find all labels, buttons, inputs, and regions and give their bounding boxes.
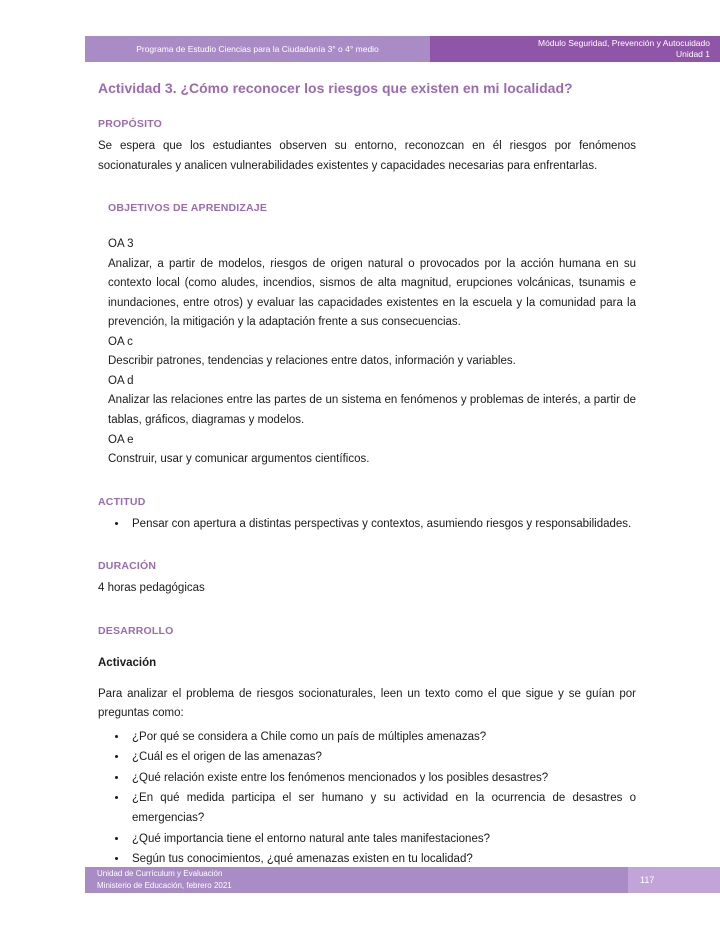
page-number-block (628, 867, 720, 893)
question-item: • ¿Qué importancia tiene el entorno natural ante tales manifestaciones? (128, 830, 636, 850)
section-desarrollo (98, 625, 636, 870)
duracion-value: 4 horas pedagógicas (98, 582, 205, 595)
actitud-heading: ACTITUD (98, 495, 146, 508)
desarrollo-intro: Para analizar el problema de riesgos socionaturales, leen un texto como el que sigue y se guían por preguntas como: (98, 687, 636, 720)
actitud-list (128, 515, 636, 535)
section-objetivos (98, 202, 636, 470)
oa-item (108, 431, 636, 470)
questions-list (128, 728, 636, 870)
header-program-label: Programa de Estudio Ciencias para la Ciudadanía 3° o 4° medio (85, 36, 430, 62)
question-item: • ¿Cuál es el origen de las amenazas? (128, 748, 636, 768)
footer-credits (85, 867, 628, 893)
oa-item (108, 235, 636, 333)
activity-title: Actividad 3. ¿Cómo reconocer los riesgos que existen en mi localidad? (98, 80, 573, 96)
footer-org-label: Unidad de Currículum y Evaluación (97, 869, 223, 879)
footer-bar (85, 867, 720, 893)
objetivos-heading: OBJETIVOS DE APRENDIZAJE (108, 202, 268, 215)
header-module-label: Módulo Seguridad, Prevención y Autocuidado (537, 37, 710, 48)
header-bar (85, 36, 720, 62)
oa-code: OA e (108, 433, 134, 446)
question-item: • Según tus conocimientos, ¿qué amenazas existen en tu localidad? (128, 850, 636, 870)
section-actitud (98, 496, 636, 535)
desarrollo-heading: DESARROLLO (98, 624, 174, 637)
proposito-heading: PROPÓSITO (98, 118, 163, 130)
footer-ministry-label: Ministerio de Educación, febrero 2021 (97, 881, 232, 890)
oa-code: OA 3 (108, 238, 134, 251)
section-proposito (98, 118, 636, 176)
proposito-paragraph: Se espera que los estudiantes observen su entorno, reconozcan en él riesgos por fenómenos socionaturales y analicen vulnerabilidades existentes y capacidades necesarias para enfrentarlas. (98, 140, 636, 172)
header-module-block (430, 36, 720, 62)
oa-text: Construir, usar y comunicar argumentos científicos. (108, 453, 370, 466)
oa-code: OA d (108, 374, 134, 387)
header-unit-label: Unidad 1 (675, 49, 710, 59)
oa-item (108, 333, 636, 372)
oa-code: OA c (108, 335, 133, 348)
duracion-heading: DURACIÓN (98, 560, 157, 573)
document-content (98, 80, 636, 871)
spacer (108, 221, 636, 235)
oa-text: Analizar las relaciones entre las partes de un sistema en fenómenos y problemas de interés, a partir de tablas, gráficos, diagramas y modelos. (108, 394, 636, 427)
question-item: • ¿Qué relación existe entre los fenómenos mencionados y los posibles desastres? (128, 769, 636, 789)
page-number: 117 (640, 875, 655, 885)
oa-text: Describir patrones, tendencias y relaciones entre datos, información y variables. (108, 355, 516, 368)
actitud-bullet: • Pensar con apertura a distintas perspectivas y contextos, asumiendo riesgos y responsabilidades. (128, 515, 636, 535)
question-item: • ¿En qué medida participa el ser humano y su actividad en la ocurrencia de desastres o emergencias? (128, 789, 636, 828)
oa-item (108, 372, 636, 431)
question-item: • ¿Por qué se considera a Chile como un país de múltiples amenazas? (128, 728, 636, 748)
oa-text: Analizar, a partir de modelos, riesgos de origen natural o provocados por la acción humana en su contexto local (como aludes, incendios, sismos de alta magnitud, erupciones volcánicas, tsunamis e inundaciones, entre otros) y evaluar las capacidades existentes en la escuela y la comunidad para la prevención, la mitigación y la adaptación frente a sus consecuencias. (108, 257, 636, 329)
activacion-subheading: Activación (98, 656, 157, 669)
section-duracion (98, 560, 636, 599)
